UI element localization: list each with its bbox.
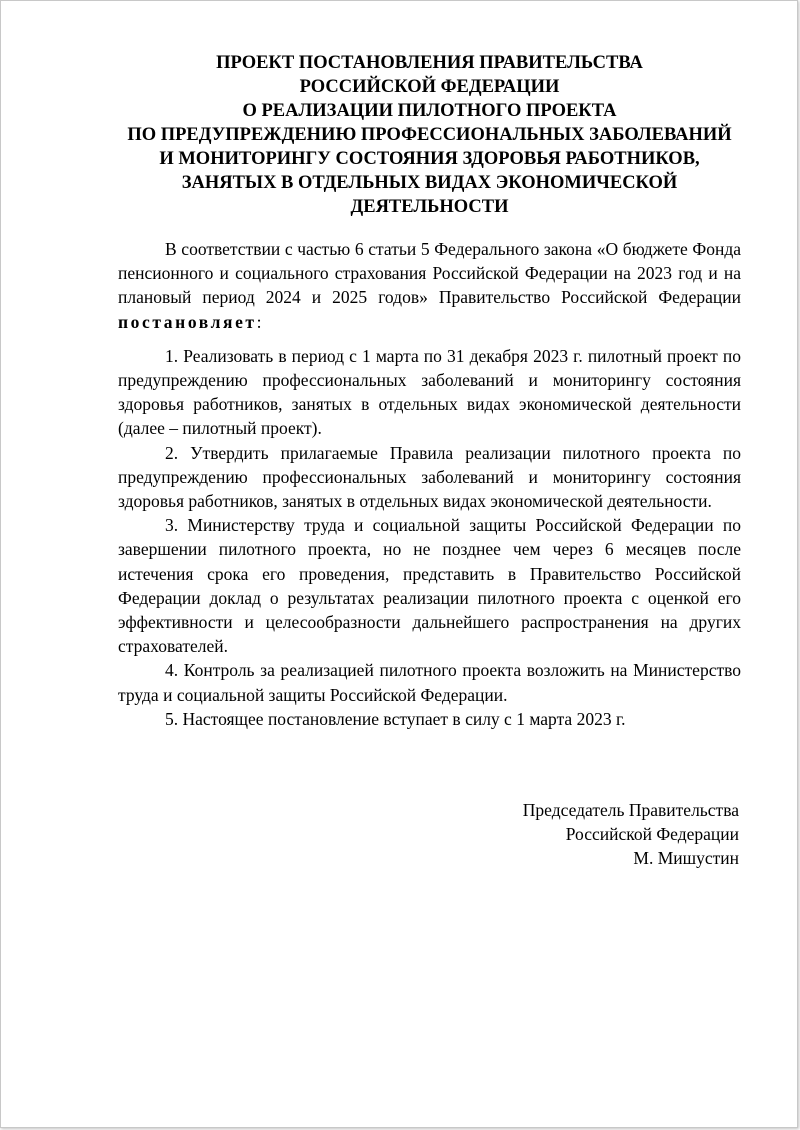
resolution-keyword: постановляет <box>118 311 257 332</box>
title-line: ПРОЕКТ ПОСТАНОВЛЕНИЯ ПРАВИТЕЛЬСТВА <box>216 53 643 73</box>
title-line: ДЕЯТЕЛЬНОСТИ <box>350 197 509 217</box>
signatory-position: Председатель Правительства <box>522 800 739 820</box>
title-line: РОССИЙСКОЙ ФЕДЕРАЦИИ <box>299 77 560 97</box>
clause-paragraph: 4. Контроль за реализацией пилотного проекта возложить на Министерство труда и социальной защиты Российской Федерации. <box>118 660 741 705</box>
title-line: ПО ПРЕДУПРЕЖДЕНИЮ ПРОФЕССИОНАЛЬНЫХ ЗАБОЛЕВАНИЙ <box>127 125 732 145</box>
title-line: ЗАНЯТЫХ В ОТДЕЛЬНЫХ ВИДАХ ЭКОНОМИЧЕСКОЙ <box>181 173 678 193</box>
clause-paragraph: 2. Утвердить прилагаемые Правила реализации пилотного проекта по предупреждению профессиональных заболеваний и мониторингу состояния здоровья работников, занятых в отдельных видах экономической деятельности. <box>118 442 741 512</box>
signature-block <box>523 798 739 870</box>
title-line: И МОНИТОРИНГУ СОСТОЯНИЯ ЗДОРОВЬЯ РАБОТНИКОВ, <box>159 149 700 169</box>
clause-paragraph: 3. Министерству труда и социальной защиты Российской Федерации по завершении пилотного проекта, но не позднее чем через 6 месяцев после истечения срока его проведения, представить в Правительство Российской Федерации доклад о результатах реализации пилотного проекта с оценкой его эффективности и целесообразности дальнейшего распространения на других страхователей. <box>118 515 741 657</box>
document-body <box>118 237 741 731</box>
preamble-text: В соответствии с частью 6 статьи 5 Федерального закона «О бюджете Фонда пенсионного и социального страхования Российской Федерации на 2023 год и на плановый период 2024 и 2025 годов» Правительство Российской Федерации <box>118 239 741 308</box>
signatory-name: М. Мишустин <box>633 848 739 868</box>
signatory-position: Российской Федерации <box>565 824 739 844</box>
document-title <box>61 51 798 219</box>
preamble-end: : <box>256 311 262 332</box>
title-line: О РЕАЛИЗАЦИИ ПИЛОТНОГО ПРОЕКТА <box>242 101 617 121</box>
clause-paragraph: 1. Реализовать в период с 1 марта по 31 декабря 2023 г. пилотный проект по предупреждению профессиональных заболеваний и мониторингу состояния здоровья работников, занятых в отдельных видах экономической деятельности (далее – пилотный проект). <box>118 345 741 439</box>
clause-paragraph: 5. Настоящее постановление вступает в силу с 1 марта 2023 г. <box>165 708 626 729</box>
preamble-paragraph <box>118 237 741 334</box>
